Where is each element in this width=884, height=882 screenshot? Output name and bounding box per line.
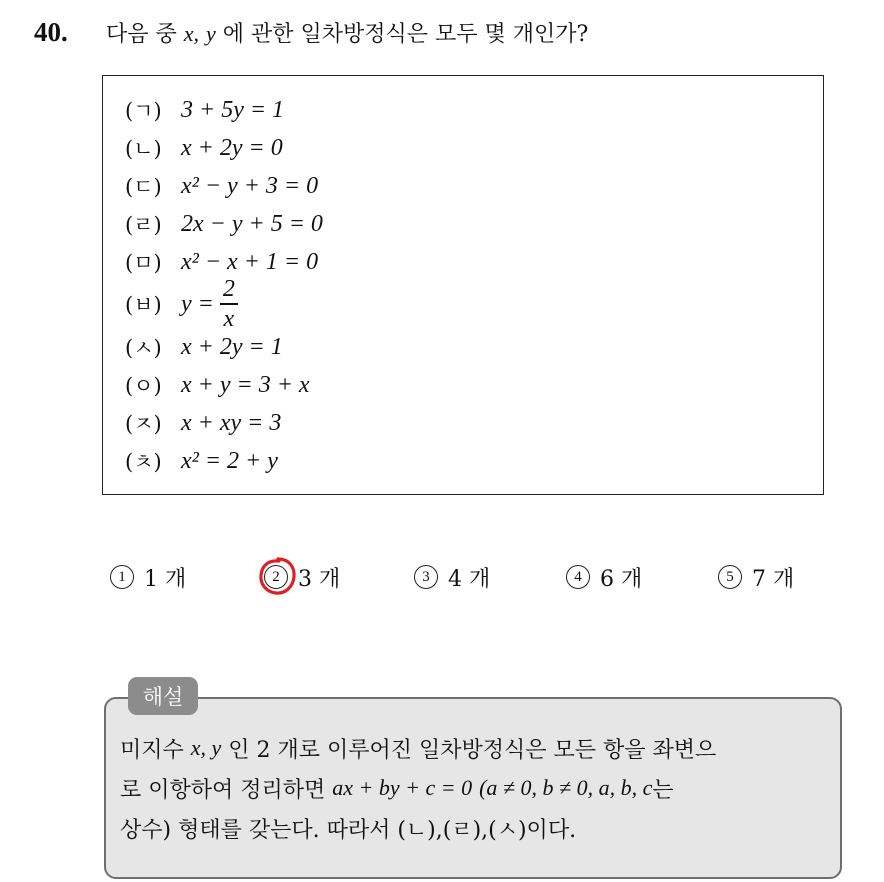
choice-number-circle: 3 bbox=[414, 565, 438, 589]
question-number: 40. bbox=[34, 16, 68, 47]
solution-line-3: 상수) 형태를 갖는다. 따라서 (ㄴ),(ㄹ),(ㅅ)이다. bbox=[120, 817, 577, 843]
equation-item: (ㅈ) x + xy = 3 bbox=[125, 409, 282, 436]
choice-number-circle: 2 bbox=[264, 565, 288, 589]
solution-line-1: 미지수 x, y 인 2 개로 이루어진 일차방정식은 모든 항을 좌변으 bbox=[120, 735, 717, 763]
choice-3[interactable]: 3 4 개 bbox=[414, 560, 490, 594]
question-header bbox=[34, 12, 588, 52]
solution-line-2: 로 이항하여 정리하면 ax + by + c = 0 (a ≠ 0, b ≠ 0, a, b, c 는 bbox=[120, 775, 674, 803]
solution-tag: 해설 bbox=[128, 677, 198, 715]
fraction: $\frac{2}{x}$ bbox=[220, 277, 238, 331]
equation-item: (ㄹ) 2x − y + 5 = 0 bbox=[125, 210, 323, 237]
choice-5[interactable]: 5 7 개 bbox=[718, 560, 794, 594]
equation-item: (ㅁ) x² − x + 1 = 0 bbox=[125, 248, 319, 275]
answer-choices bbox=[0, 560, 884, 594]
choice-number-circle: 4 bbox=[566, 565, 590, 589]
choice-1[interactable]: 1 1 개 bbox=[110, 560, 186, 594]
equation-item: (ㄷ) x² − y + 3 = 0 bbox=[125, 172, 319, 199]
equation-item: (ㄱ) 3 + 5y = 1 bbox=[125, 96, 285, 123]
question-text: 다음 중 x, y 에 관한 일차방정식은 모두 몇 개인가? bbox=[106, 20, 589, 47]
equation-item: (ㅇ) x + y = 3 + x bbox=[125, 371, 310, 398]
equation-item: (ㄴ) x + 2y = 0 bbox=[125, 134, 283, 161]
choice-number-circle: 5 bbox=[718, 565, 742, 589]
equation-item: (ㅅ) x + 2y = 1 bbox=[125, 333, 283, 360]
equation-list-box bbox=[102, 75, 824, 495]
choice-number-circle: 1 bbox=[110, 565, 134, 589]
equation-item: (ㅊ) x² = 2 + y bbox=[125, 447, 278, 474]
equation-item: (ㅂ) y = $\frac{2}{x}$ bbox=[125, 276, 238, 332]
choice-2[interactable]: 2 3 개 bbox=[264, 560, 340, 594]
answer-selected-circle-icon bbox=[255, 554, 299, 598]
fraction-bar bbox=[220, 303, 238, 305]
choice-4[interactable]: 4 6 개 bbox=[566, 560, 642, 594]
